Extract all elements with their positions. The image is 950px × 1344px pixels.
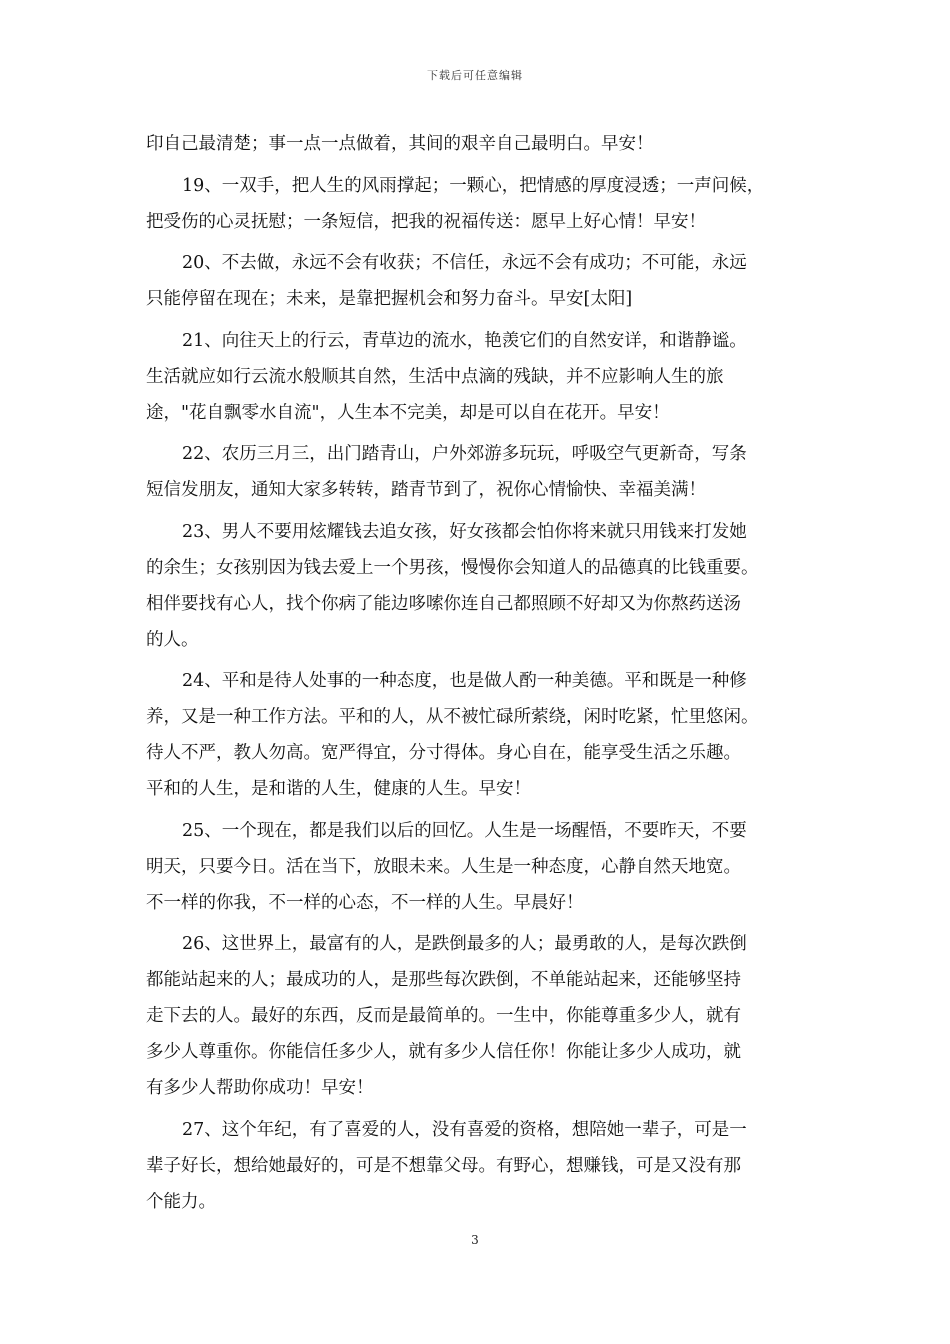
text-line: 21、向往天上的行云，青草边的流水，艳羡它们的自然安详，和谐静谧。 bbox=[182, 330, 747, 351]
text-line: 生活就应如行云流水般顺其自然，生活中点滴的残缺，并不应影响人生的旅 bbox=[146, 366, 724, 387]
text-line: 养，又是一种工作方法。平和的人，从不被忙碌所萦绕，闲时吃紧，忙里悠闲。 bbox=[146, 707, 759, 727]
text-line: 19、一双手，把人生的风雨撑起；一颗心，把情感的厚度浸透；一声问候， bbox=[182, 175, 765, 196]
page-number: 3 bbox=[471, 1233, 479, 1247]
paragraph-19 bbox=[146, 168, 814, 240]
text-line: 相伴要找有心人，找个你病了能边哆嗦你连自己都照顾不好却又为你熬药送汤 bbox=[146, 593, 741, 614]
paragraph-25 bbox=[146, 813, 814, 921]
text-line: 短信发朋友，通知大家多转转，踏青节到了，祝你心情愉快、幸福美满！ bbox=[146, 480, 706, 500]
paragraph-23 bbox=[146, 514, 814, 658]
text-line: 走下去的人。最好的东西，反而是最简单的。一生中，你能尊重多少人，就有 bbox=[146, 1006, 741, 1026]
text-line: 个能力。 bbox=[146, 1191, 216, 1212]
text-line: 明天，只要今日。活在当下，放眼未来。人生是一种态度，心静自然天地宽。 bbox=[146, 856, 741, 877]
text-line: 22、农历三月三，出门踏青山，户外郊游多玩玩，呼吸空气更新奇，写条 bbox=[182, 444, 747, 464]
text-line: 20、不去做，永远不会有收获；不信任，永远不会有成功；不可能，永远 bbox=[182, 253, 747, 273]
page-header: 下载后可任意编辑 bbox=[427, 69, 523, 82]
paragraph-22 bbox=[146, 436, 814, 508]
text-line: 多少人尊重你。你能信任多少人，就有多少人信任你！你能让多少人成功，就 bbox=[146, 1042, 741, 1062]
text-line: 平和的人生，是和谐的人生，健康的人生。早安！ bbox=[146, 779, 531, 799]
text-line: 途，"花自飘零水自流"，人生本不完美，却是可以自在花开。早安！ bbox=[146, 402, 670, 423]
document-body bbox=[146, 126, 814, 1220]
text-line: 24、平和是待人处事的一种态度，也是做人酌一种美德。平和既是一种修 bbox=[182, 671, 747, 691]
text-line: 25、一个现在，都是我们以后的回忆。人生是一场醒悟，不要昨天，不要 bbox=[182, 820, 747, 841]
text-line: 待人不严，教人勿高。宽严得宜，分寸得体。身心自在，能享受生活之乐趣。 bbox=[146, 743, 741, 763]
text-line: 印自己最清楚；事一点一点做着，其间的艰辛自己最明白。早安！ bbox=[146, 134, 654, 154]
text-line: 只能停留在现在；未来，是靠把握机会和努力奋斗。早安[太阳] bbox=[146, 289, 633, 309]
paragraph-26 bbox=[146, 926, 814, 1106]
text-line: 把受伤的心灵抚慰；一条短信，把我的祝福传送：愿早上好心情！早安！ bbox=[146, 211, 706, 232]
text-line: 27、这个年纪，有了喜爱的人，没有喜爱的资格，想陪她一辈子，可是一 bbox=[182, 1119, 747, 1140]
paragraph-20 bbox=[146, 245, 814, 317]
text-line: 有多少人帮助你成功！早安！ bbox=[146, 1078, 374, 1098]
paragraph-27 bbox=[146, 1112, 814, 1220]
text-line: 辈子好长，想给她最好的，可是不想靠父母。有野心，想赚钱，可是又没有那 bbox=[146, 1155, 741, 1176]
text-line: 的人。 bbox=[146, 629, 199, 650]
text-line: 都能站起来的人；最成功的人，是那些每次跌倒，不单能站起来，还能够坚持 bbox=[146, 970, 741, 990]
text-line: 26、这世界上，最富有的人，是跌倒最多的人；最勇敢的人，是每次跌倒 bbox=[182, 934, 747, 954]
paragraph-21 bbox=[146, 323, 814, 431]
text-line: 23、男人不要用炫耀钱去追女孩，好女孩都会怕你将来就只用钱来打发她 bbox=[182, 521, 747, 542]
text-line: 的余生；女孩别因为钱去爱上一个男孩，慢慢你会知道人的品德真的比钱重要。 bbox=[146, 557, 759, 578]
paragraph-24 bbox=[146, 663, 814, 807]
paragraph-continued bbox=[146, 126, 814, 162]
text-line: 不一样的你我，不一样的心态，不一样的人生。早晨好！ bbox=[146, 892, 584, 913]
